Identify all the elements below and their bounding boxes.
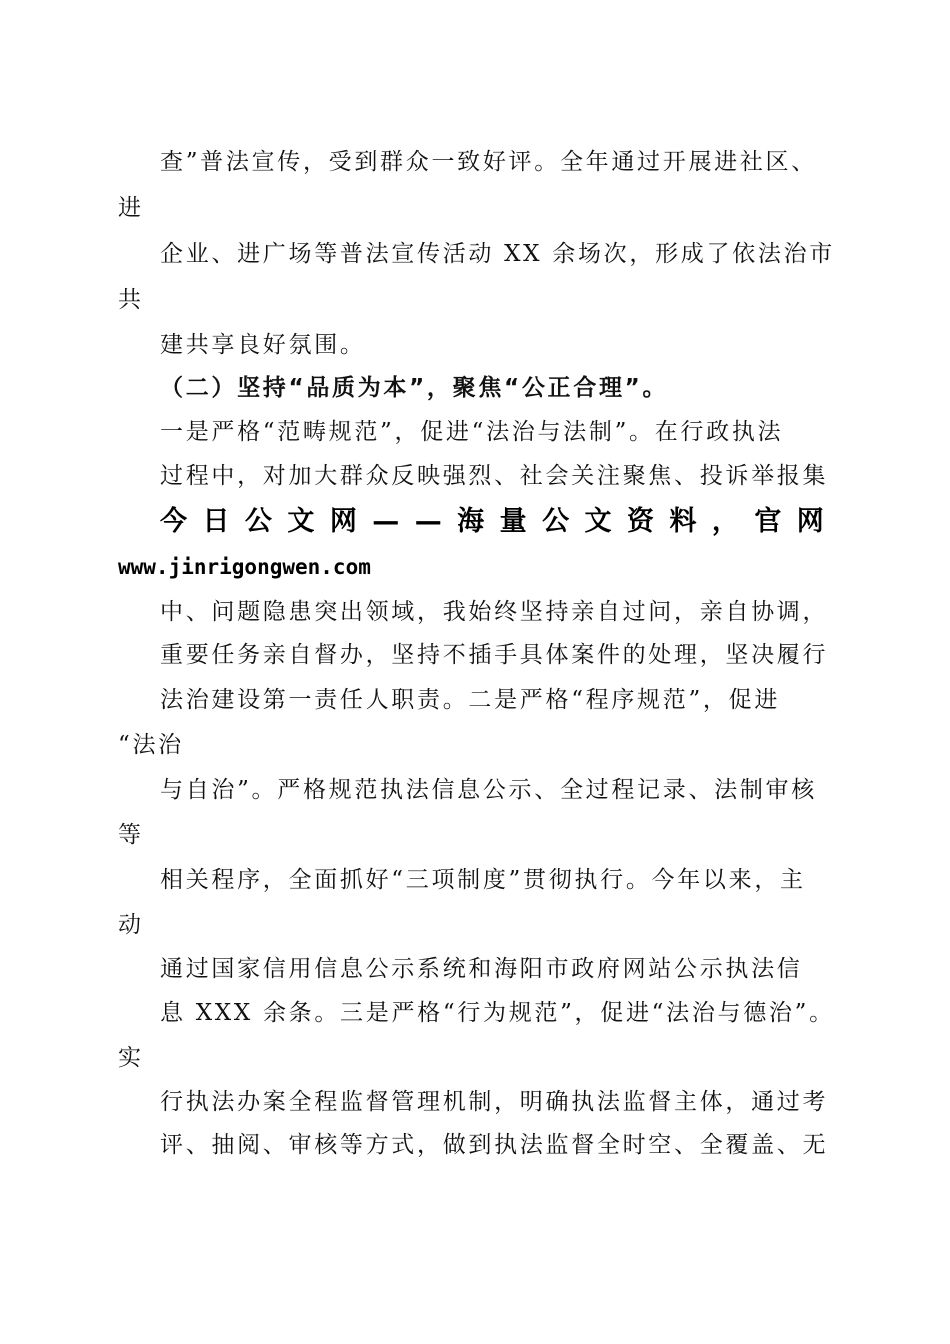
body-line-wrap: 共 [118, 287, 144, 313]
body-line: 相关程序，全面抓好“三项制度”贯彻执行。今年以来，主 [160, 867, 806, 893]
watermark-char: 网 [796, 506, 824, 537]
body-line-wrap: 动 [118, 912, 144, 938]
body-line: 通过国家信用信息公示系统和海阳市政府网站公示执法信 [160, 956, 803, 982]
body-line: 企业、进广场等普法宣传活动 XX 余场次，形成了依法治市 [160, 241, 835, 267]
watermark-char: 海 [457, 506, 485, 537]
watermark-char: 料 [669, 506, 697, 537]
body-line-wrap: “法治 [118, 732, 184, 758]
body-line: 中、问题隐患突出领域，我始终坚持亲自过问，亲自协调， [160, 599, 829, 625]
body-line-wrap: 实 [118, 1045, 144, 1071]
watermark-char: — [414, 506, 442, 537]
body-line: 过程中，对加大群众反映强烈、社会关注聚焦、投诉举报集 [160, 463, 829, 489]
watermark-url: www.jinrigongwen.com [118, 555, 371, 579]
watermark-char: 公 [542, 506, 570, 537]
watermark-banner [160, 505, 824, 539]
watermark-char: 量 [499, 506, 527, 537]
body-line: 法治建设第一责任人职责。二是严格“程序规范”，促进 [160, 687, 781, 713]
watermark-char: ， [711, 506, 739, 537]
body-line: 与自治”。严格规范执法信息公示、全过程记录、法制审核 [160, 777, 817, 803]
body-line: 查”普法宣传，受到群众一致好评。全年通过开展进社区、 [160, 149, 817, 175]
watermark-char: 文 [584, 506, 612, 537]
body-line: 重要任务亲自督办，坚持不插手具体案件的处理，坚决履行 [160, 642, 829, 668]
watermark-char: 文 [287, 506, 315, 537]
body-line-wrap: 进 [118, 195, 144, 221]
body-line: 息 XXX 余条。三是严格“行为规范”，促进“法治与德治”。 [160, 1000, 835, 1026]
watermark-char: 今 [160, 506, 187, 537]
body-line: 评、抽阅、审核等方式，做到执法监督全时空、全覆盖、无 [160, 1132, 829, 1158]
body-line-wrap: 等 [118, 822, 144, 848]
watermark-char: — [372, 506, 400, 537]
body-line: 行执法办案全程监督管理机制，明确执法监督主体，通过考 [160, 1089, 829, 1115]
watermark-char: 网 [329, 506, 357, 537]
body-line: 一是严格“范畴规范”，促进“法治与法制”。在行政执法 [160, 419, 784, 445]
watermark-char: 资 [626, 506, 654, 537]
watermark-char: 官 [754, 506, 782, 537]
watermark-char: 日 [202, 506, 230, 537]
section-heading: （二）坚持“品质为本”，聚焦“公正合理”。 [160, 375, 669, 401]
watermark-char: 公 [244, 506, 272, 537]
body-line: 建共享良好氛围。 [160, 332, 366, 358]
